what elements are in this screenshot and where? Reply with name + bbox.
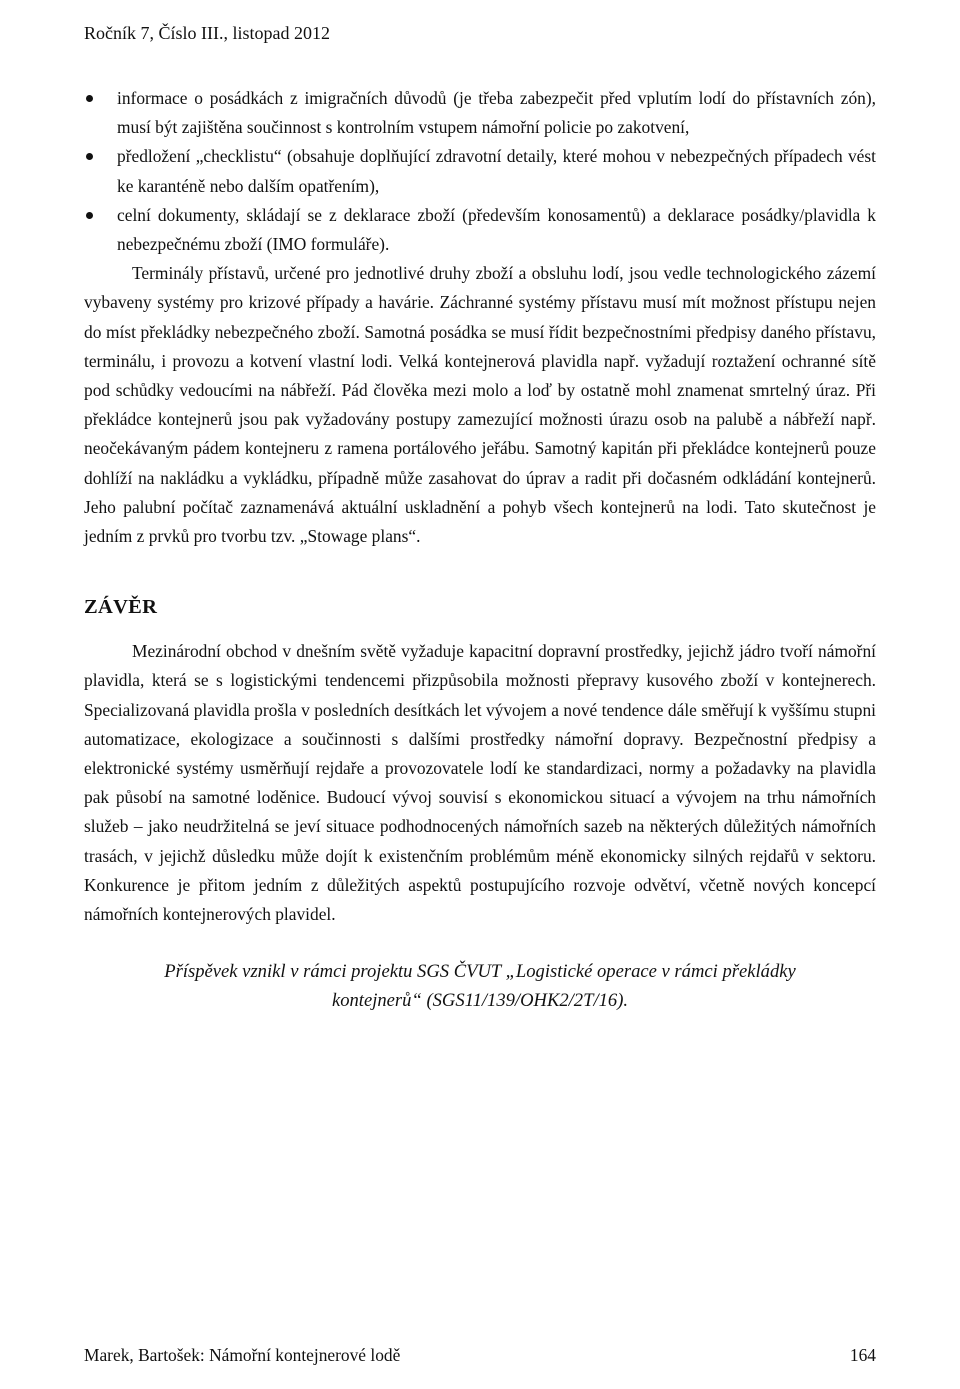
acknowledgement-note: Příspěvek vznikl v rámci projektu SGS ČVUT „Logistické operace v rámci překládky kontejnerů“ (SGS11/139/OHK2/2T/16). [164, 961, 796, 1012]
page-footer [84, 1343, 876, 1367]
terminals-paragraph: Terminály přístavů, určené pro jednotlivé druhy zboží a obsluhu lodí, jsou vedle technologického zázemí vybaveny systémy pro krizové případy a havárie. Záchranné systémy přístavu musí mít možnost přístupu nejen do míst překládky nebezpečného zboží. Samotná posádka se musí řídit bezpečnostními předpisy daného přístavu, terminálu, i provozu a kotvení vlastní lodi. Velká kontejnerová plavidla např. vyžadují roztažení ochranné sítě pod schůdky vedoucími na nábřeží. Pád člověka mezi molo a loď by ostatně mohl znamenat smrtelný úraz. Při překládce kontejnerů jsou pak vyžadovány postupy zamezující možnosti úrazu osob na palubě a nábřeží např. neočekávaným pádem kontejneru z ramena portálového jeřábu. Samotný kapitán při překládce kontejnerů pouze dohlíží na nakládku a vykládku, případně může zasahovat do úprav a radit při dočasném odkládání kontejnerů. Jeho palubní počítač zaznamenává aktuální uskladnění a pohyb všech kontejnerů na lodi. Tato skutečnost je jedním z prvků pro tvorbu tzv. „Stowage plans“. [84, 263, 876, 547]
footer-authors-title: Marek, Bartošek: Námořní kontejnerové lodě [84, 1345, 401, 1365]
page-body [84, 84, 876, 1015]
requirements-list [84, 84, 876, 259]
list-item: předložení „checklistu“ (obsahuje doplňující zdravotní detaily, které mohou v nebezpečných případech vést ke karanténě nebo dalším opatřením), [84, 142, 876, 200]
list-item: informace o posádkách z imigračních důvodů (je třeba zabezpečit před vplutím lodí do přístavních zón), musí být zajištěna součinnost s kontrolním vstupem námořní policie po zakotvení, [84, 84, 876, 142]
running-header: Ročník 7, Číslo III., listopad 2012 [84, 23, 330, 43]
conclusion-paragraph: Mezinárodní obchod v dnešním světě vyžaduje kapacitní dopravní prostředky, jejichž jádro tvoří námořní plavidla, která se s logistickými tendencemi přizpůsobila možnosti přepravy kusového zboží v kontejnerech. Specializovaná plavidla prošla v posledních desítkách let vývojem a nové tendence dále směřují k vyššímu stupni automatizace, ekologizace a součinnosti s dalšími prostředky námořní dopravy. Bezpečnostní předpisy a elektronické systémy usměrňují rejdaře a provozovatele lodí ke standardizaci, normy a požadavky na plavidla pak působí na samotné loděnice. Budoucí vývoj souvisí s ekonomickou situací a vývojem na trhu námořních služeb – jako neudržitelná se jeví situace podhodnocených námořních sazeb na některých důležitých námořních trasách, v jejichž důsledku může dojít k existenčním problémům méně ekonomicky silných rejdařů v sektoru. Konkurence je přitom jedním z důležitých aspektů postupujícího rozvoje odvětví, včetně nových koncepcí námořních kontejnerových plavidel. [84, 641, 876, 925]
conclusion-heading: ZÁVĚR [84, 596, 158, 619]
list-item: celní dokumenty, skládají se z deklarace zboží (především konosamentů) a deklarace posádky/plavidla k nebezpečnému zboží (IMO formuláře). [84, 201, 876, 259]
page-number: 164 [849, 1345, 876, 1365]
